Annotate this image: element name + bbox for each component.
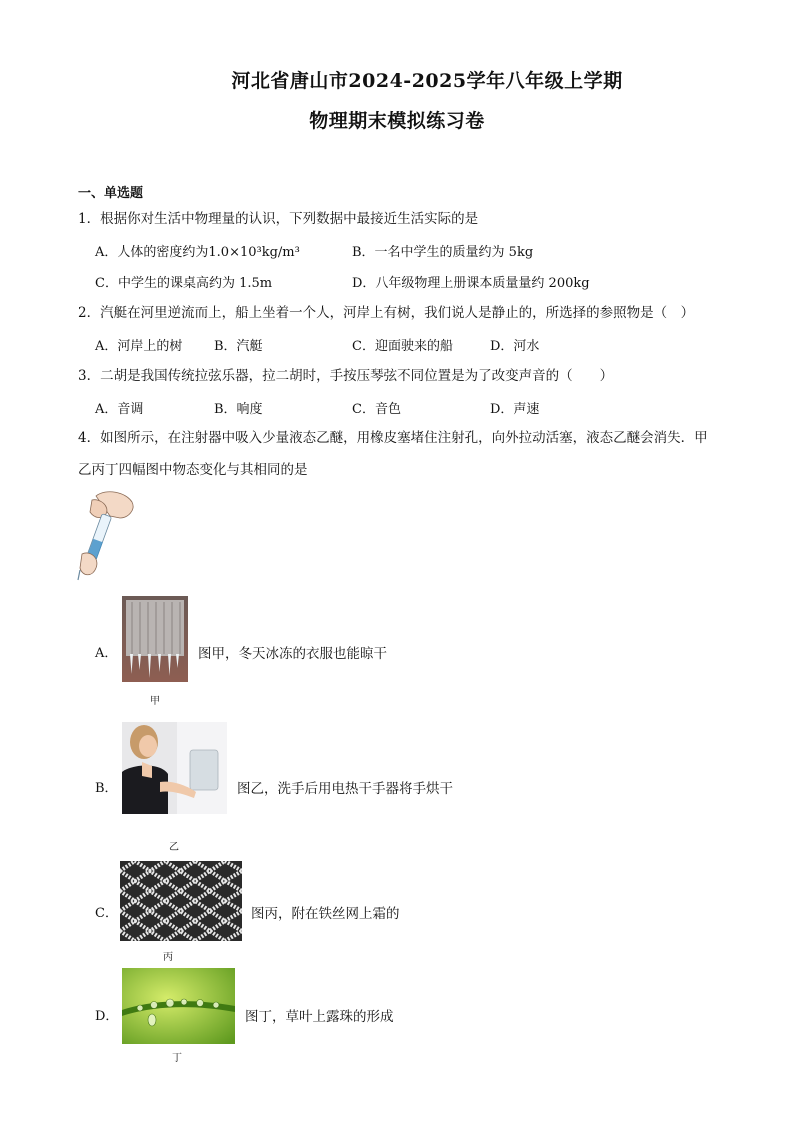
q4-option-b-desc: 图乙，洗手后用电热干手器将手烘干 — [237, 781, 453, 797]
exam-title-line1: 河北省唐山市2024-2025学年八年级上学期 — [231, 70, 623, 92]
section-heading: 一、单选题 — [78, 186, 144, 201]
q1-option-a: A．人体的密度约为1.0×10³kg/m³ — [95, 245, 300, 260]
q4-option-a-caption: 甲 — [150, 696, 160, 707]
dew-on-grass-photo — [122, 968, 235, 1044]
q4-option-a-desc: 图甲，冬天冰冻的衣服也能晾干 — [198, 646, 387, 662]
q2-stem: 2．汽艇在河里逆流而上，船上坐着一个人，河岸上有树，我们说人是静止的，所选择的参照物是（ ） — [78, 305, 695, 321]
q4-option-d-label: D． — [95, 1009, 119, 1024]
q2-option-c: C．迎面驶来的船 — [352, 339, 453, 354]
q2-option-d: D．河水 — [490, 339, 540, 354]
q3-option-a: A．音调 — [95, 402, 144, 417]
q4-option-b-caption: 乙 — [169, 842, 179, 853]
q4-option-c-caption: 丙 — [163, 952, 173, 963]
frost-wire-mesh-photo — [120, 861, 242, 941]
q4-stem-line2: 乙丙丁四幅图中物态变化与其相同的是 — [78, 462, 308, 478]
q2-option-b: B．汽艇 — [214, 339, 263, 354]
q4-option-d-desc: 图丁，草叶上露珠的形成 — [245, 1009, 394, 1025]
frozen-clothes-photo — [122, 596, 188, 682]
syringe-illustration — [76, 488, 138, 584]
q4-option-c-desc: 图丙，附在铁丝网上霜的 — [251, 906, 400, 922]
q3-option-d: D．声速 — [490, 402, 540, 417]
q1-stem: 1．根据你对生活中物理量的认识，下列数据中最接近生活实际的是 — [78, 211, 479, 227]
q3-option-b: B．响度 — [214, 402, 263, 417]
q3-stem: 3．二胡是我国传统拉弦乐器，拉二胡时，手按压琴弦不同位置是为了改变声音的（ ） — [78, 368, 614, 384]
q4-option-c-label: C． — [95, 906, 118, 921]
q1-option-b: B．一名中学生的质量约为 5kg — [352, 245, 534, 260]
q3-option-c: C．音色 — [352, 402, 401, 417]
q4-option-a-label: A． — [95, 646, 118, 661]
q4-stem-line1: 4．如图所示，在注射器中吸入少量液态乙醚，用橡皮塞堵住注射孔，向外拉动活塞，液态乙醚会消失．甲 — [78, 430, 708, 446]
hand-dryer-photo — [122, 722, 227, 828]
q1-option-d: D．八年级物理上册课本质量量约 200kg — [352, 276, 590, 291]
q4-option-d-caption: 丁 — [172, 1053, 182, 1064]
q2-option-a: A．河岸上的树 — [95, 339, 183, 354]
exam-title-line2: 物理期末模拟练习卷 — [309, 110, 485, 132]
q4-option-b-label: B． — [95, 781, 118, 796]
q1-option-c: C．中学生的课桌高约为 1.5m — [95, 276, 273, 291]
